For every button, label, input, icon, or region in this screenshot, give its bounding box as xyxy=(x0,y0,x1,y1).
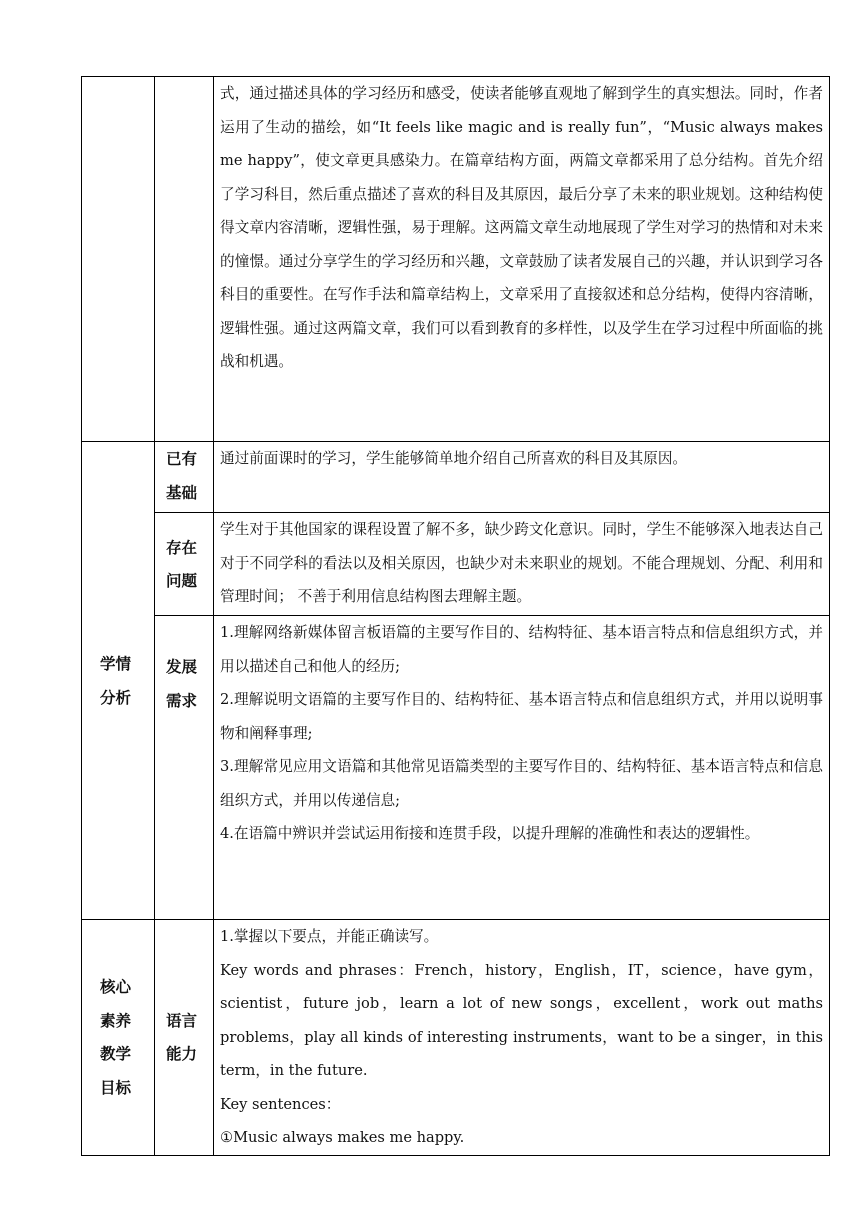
development-needs-label: 发展需求 xyxy=(166,657,198,710)
core-goals-label: 核心素养教学目标 xyxy=(100,977,132,1097)
development-need-item: 2.理解说明文语篇的主要写作目的、结构特征、基本语言特点和信息组织方式，并用以说明事物和阐释事理; xyxy=(220,691,823,742)
language-ability-cell xyxy=(214,920,830,1156)
learning-analysis-label: 学情分析 xyxy=(100,654,132,707)
goal-line: 1.掌握以下要点，并能正确读写。 xyxy=(220,928,439,945)
core-goals-label-cell xyxy=(82,920,155,1156)
development-needs-label-cell xyxy=(155,616,214,920)
table-row-problems xyxy=(82,513,830,616)
language-ability-label: 语言能力 xyxy=(166,1010,198,1064)
goal-line: Key words and phrases：French，history，English，IT，science，have gym，scientist，future job，learn a lot of new songs，excellent，work out maths problems，play all kinds of interesting instruments，want to be a singer，in this term，in the future. xyxy=(220,961,823,1079)
table-row-development-needs xyxy=(82,616,830,920)
development-need-item: 1.理解网络新媒体留言板语篇的主要写作目的、结构特征、基本语言特点和信息组织方式，并用以描述自己和他人的经历; xyxy=(220,624,823,675)
problems-cell xyxy=(214,513,830,616)
text-analysis-cell xyxy=(214,77,830,442)
empty-cell xyxy=(82,77,155,442)
table-row-text-analysis xyxy=(82,77,830,442)
existing-basis-cell xyxy=(214,442,830,513)
lesson-plan-table xyxy=(81,76,830,1156)
goal-line: Key sentences： xyxy=(220,1095,341,1113)
problems-label: 存在问题 xyxy=(166,537,198,590)
language-ability-label-cell xyxy=(155,920,214,1156)
existing-basis-text: 通过前面课时的学习，学生能够简单地介绍自己所喜欢的科目及其原因。 xyxy=(220,450,688,467)
problems-label-cell xyxy=(155,513,214,616)
development-need-item: 4.在语篇中辨识并尝试运用衔接和连贯手段，以提升理解的准确性和表达的逻辑性。 xyxy=(220,825,760,842)
learning-analysis-label-cell xyxy=(82,442,155,920)
problems-text: 学生对于其他国家的课程设置了解不多，缺少跨文化意识。同时，学生不能够深入地表达自己对于不同学科的看法以及相关原因，也缺少对未来职业的规划。不能合理规划、分配、利用和管理时间； 不善于利用信息结构图去理解主题。 xyxy=(220,521,823,605)
text-analysis-paragraph: 式，通过描述具体的学习经历和感受，使读者能够直观地了解到学生的真实想法。同时，作者运用了生动的描绘，如“It feels like magic and is really fun”，“Music always makes me happy”，使文章更具感染力。在篇章结构方面，两篇文章都采用了总分结构。首先介绍了学习科目，然后重点描述了喜欢的科目及其原因，最后分享了未来的职业规划。这种结构使得文章内容清晰，逻辑性强，易于理解。这两篇文章生动地展现了学生对学习的热情和对未来的憧憬。通过分享学生的学习经历和兴趣，文章鼓励了读者发展自己的兴趣，并认识到学习各科目的重要性。在写作手法和篇章结构上，文章采用了直接叙述和总分结构，使得内容清晰，逻辑性强。通过这两篇文章，我们可以看到教育的多样性，以及学生在学习过程中所面临的挑战和机遇。 xyxy=(220,85,823,370)
development-need-item: 3.理解常见应用文语篇和其他常见语篇类型的主要写作目的、结构特征、基本语言特点和信息组织方式，并用以传递信息; xyxy=(220,758,823,809)
existing-basis-label-cell xyxy=(155,442,214,513)
goal-line: ①Music always makes me happy. xyxy=(220,1129,465,1146)
development-needs-cell xyxy=(214,616,830,920)
table-row-existing-basis xyxy=(82,442,830,513)
empty-cell xyxy=(155,77,214,442)
existing-basis-label: 已有基础 xyxy=(166,449,198,502)
table-row-core-goals xyxy=(82,920,830,1156)
